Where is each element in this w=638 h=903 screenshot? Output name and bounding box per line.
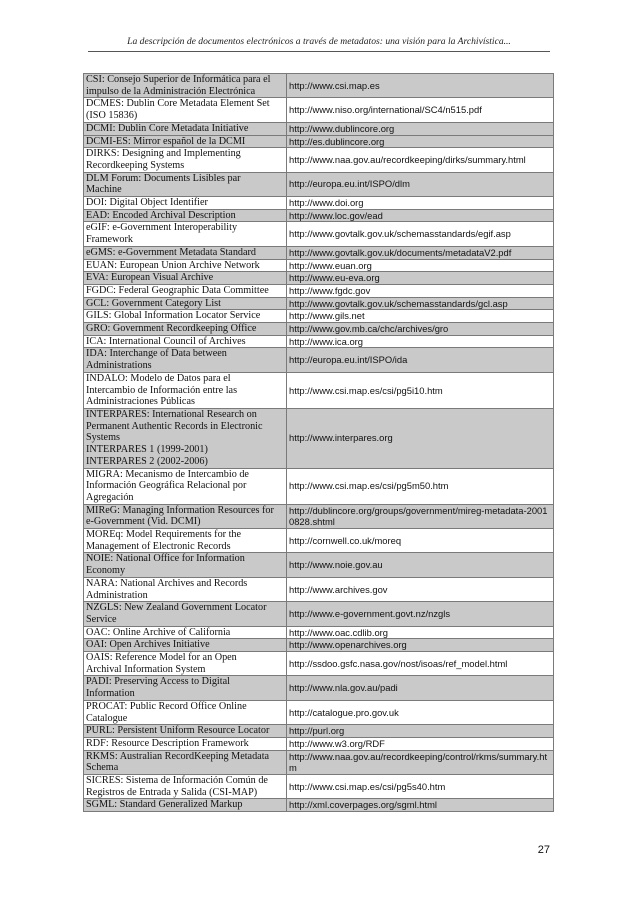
standard-url-link[interactable]: http://www.oac.cdlib.org — [287, 626, 554, 639]
standard-name-line: DCMI: Dublin Core Metadata Initiative — [86, 122, 249, 134]
standard-name-line: INTERPARES 2 (2002-2006) — [86, 455, 208, 467]
standard-url-link[interactable]: http://catalogue.pro.gov.uk — [287, 700, 554, 724]
table-row — [84, 122, 554, 135]
standard-url-link[interactable]: http://www.euan.org — [287, 259, 554, 272]
standard-name-line: Information — [86, 688, 135, 700]
standard-name-line: FGDC: Federal Geographic Data Committee — [86, 284, 269, 296]
table-row — [84, 750, 554, 774]
standard-name-line: Service — [86, 613, 117, 625]
standard-url-link[interactable]: http://www.csi.map.es/csi/pg5i10.htm — [287, 372, 554, 408]
table-row — [84, 529, 554, 553]
standard-name-line: PROCAT: Public Record Office Online — [86, 700, 247, 712]
table-row — [84, 504, 554, 528]
standard-url-link[interactable]: http://www.archives.gov — [287, 577, 554, 601]
table-row — [84, 148, 554, 172]
standard-name-cell — [84, 222, 287, 246]
standard-name-line: NARA: National Archives and Records — [86, 577, 248, 589]
standard-name-line: DOI: Digital Object Identifier — [86, 197, 208, 209]
standard-name-line: Catalogue — [86, 712, 128, 724]
table-row — [84, 348, 554, 372]
standard-name-cell — [84, 468, 287, 504]
standard-name-line: EVA: European Visual Archive — [86, 272, 214, 284]
standard-url-link[interactable]: http://www.openarchives.org — [287, 639, 554, 652]
standard-name-line: DCMES: Dublin Core Metadata Element Set — [86, 98, 270, 110]
table-row — [84, 297, 554, 310]
standard-name-cell — [84, 310, 287, 323]
table-row — [84, 700, 554, 724]
standard-name-cell — [84, 348, 287, 372]
standard-name-cell — [84, 135, 287, 148]
standard-name-line: RKMS: Australian RecordKeeping Metadata — [86, 750, 270, 762]
standard-name-line: OAI: Open Archives Initiative — [86, 639, 210, 651]
standard-url-link[interactable]: http://xml.coverpages.org/sgml.html — [287, 799, 554, 812]
standard-name-line: OAIS: Reference Model for an Open — [86, 652, 237, 664]
table-row — [84, 197, 554, 210]
standard-url-link[interactable]: http://www.csi.map.es — [287, 74, 554, 98]
standard-name-line: OAC: Online Archive of California — [86, 626, 231, 638]
table-row — [84, 74, 554, 98]
standard-name-cell — [84, 272, 287, 285]
standard-name-cell — [84, 284, 287, 297]
page-number: 27 — [537, 844, 550, 856]
table-row — [84, 639, 554, 652]
table-row — [84, 98, 554, 122]
standard-name-line: Permanent Authentic Records in Electronic — [86, 420, 263, 432]
standard-name-cell — [84, 504, 287, 528]
standard-url-link[interactable]: http://www.govtalk.gov.uk/schemasstandards/gcl.asp — [287, 297, 554, 310]
standard-name-cell — [84, 725, 287, 738]
table-row — [84, 284, 554, 297]
table-row — [84, 335, 554, 348]
standard-name-line: INTERPARES 1 (1999-2001) — [86, 444, 208, 456]
standard-name-line: Administraciones Públicas — [86, 396, 195, 408]
standard-name-cell — [84, 799, 287, 812]
standard-name-cell — [84, 652, 287, 676]
standard-url-link[interactable]: http://www.ica.org — [287, 335, 554, 348]
table-row — [84, 652, 554, 676]
standard-name-line: PURL: Persistent Uniform Resource Locator — [86, 725, 270, 737]
table-row — [84, 209, 554, 222]
standard-url-link[interactable]: http://www.govtalk.gov.uk/schemasstandards/egif.asp — [287, 222, 554, 246]
table-row — [84, 626, 554, 639]
table-row — [84, 725, 554, 738]
standard-name-cell — [84, 209, 287, 222]
standard-name-line: Management of Electronic Records — [86, 540, 231, 552]
standard-name-line: MIReG: Managing Information Resources for — [86, 504, 274, 516]
standards-table-body — [84, 74, 554, 812]
standard-name-line: MOREq: Model Requirements for the — [86, 529, 242, 541]
standard-name-line: Agregación — [86, 491, 134, 503]
standard-url-link[interactable]: http://www.e-government.govt.nz/nzgls — [287, 602, 554, 626]
standard-url-link[interactable]: http://www.gov.mb.ca/chc/archives/gro — [287, 323, 554, 336]
standard-name-line: Economy — [86, 565, 126, 577]
table-row — [84, 775, 554, 799]
standard-url-link[interactable]: http://www.doi.org — [287, 197, 554, 210]
standard-url-link[interactable]: http://europa.eu.int/ISPO/ida — [287, 348, 554, 372]
standard-name-line: Recordkeeping Systems — [86, 159, 185, 171]
table-row — [84, 259, 554, 272]
table-row — [84, 577, 554, 601]
standard-name-cell — [84, 626, 287, 639]
standard-url-link[interactable]: http://www.niso.org/international/SC4/n515.pdf — [287, 98, 554, 122]
standard-name-cell — [84, 737, 287, 750]
standard-url-link[interactable]: http://europa.eu.int/ISPO/dlm — [287, 172, 554, 196]
standard-name-line: (ISO 15836) — [86, 110, 138, 122]
standard-name-cell — [84, 172, 287, 196]
table-row — [84, 246, 554, 259]
standard-url-link[interactable]: http://dublincore.org/groups/government/mireg-metadata-20010828.shtml — [287, 504, 554, 528]
standard-name-line: NOIE: National Office for Information — [86, 553, 245, 565]
standard-url-link[interactable]: http://www.interpares.org — [287, 408, 554, 468]
standard-name-cell — [84, 246, 287, 259]
standard-name-line: DIRKS: Designing and Implementing — [86, 148, 241, 160]
standards-table — [83, 73, 554, 812]
standard-name-cell — [84, 553, 287, 577]
standard-name-cell — [84, 408, 287, 468]
standard-url-link[interactable]: http://www.noie.gov.au — [287, 553, 554, 577]
standard-name-line: Schema — [86, 762, 119, 774]
table-row — [84, 553, 554, 577]
standard-url-link[interactable]: http://www.naa.gov.au/recordkeeping/dirks/summary.html — [287, 148, 554, 172]
standard-name-line: impulso de la Administración Electrónica — [86, 85, 256, 97]
standard-name-cell — [84, 122, 287, 135]
table-row — [84, 602, 554, 626]
standard-name-line: SGML: Standard Generalized Markup — [86, 799, 243, 811]
standard-url-link[interactable]: http://cornwell.co.uk/moreq — [287, 529, 554, 553]
standard-name-cell — [84, 750, 287, 774]
standard-name-cell — [84, 700, 287, 724]
table-row — [84, 799, 554, 812]
standard-name-cell — [84, 323, 287, 336]
table-row — [84, 676, 554, 700]
standard-name-cell — [84, 529, 287, 553]
standard-url-link[interactable]: http://www.csi.map.es/csi/pg5m50.htm — [287, 468, 554, 504]
standard-name-line: Framework — [86, 234, 133, 246]
standard-url-link[interactable]: http://www.govtalk.gov.uk/documents/metadataV2.pdf — [287, 246, 554, 259]
standard-name-cell — [84, 577, 287, 601]
standard-name-cell — [84, 148, 287, 172]
table-row — [84, 172, 554, 196]
standard-name-line: ICA: International Council of Archives — [86, 335, 246, 347]
standard-url-link[interactable]: http://www.csi.map.es/csi/pg5s40.htm — [287, 775, 554, 799]
standard-url-link[interactable]: http://www.w3.org/RDF — [287, 737, 554, 750]
standard-url-link[interactable]: http://www.dublincore.org — [287, 122, 554, 135]
table-row — [84, 468, 554, 504]
standard-name-line: GILS: Global Information Locator Service — [86, 310, 261, 322]
standard-name-line: INTERPARES: International Research on — [86, 408, 257, 420]
standard-name-line: EUAN: European Union Archive Network — [86, 259, 260, 271]
table-row — [84, 737, 554, 750]
standard-name-line: Registros de Entrada y Salida (CSI-MAP) — [86, 786, 258, 798]
standard-name-cell — [84, 639, 287, 652]
running-header: La descripción de documentos electrónicos a través de metadatos: una visión para la Archivística... — [127, 36, 511, 47]
standard-name-cell — [84, 676, 287, 700]
standard-url-link[interactable]: http://www.nla.gov.au/padi — [287, 676, 554, 700]
standard-name-line: RDF: Resource Description Framework — [86, 737, 249, 749]
standard-url-link[interactable]: http://purl.org — [287, 725, 554, 738]
standard-name-line: SICRES: Sistema de Información Común de — [86, 775, 268, 787]
standard-name-cell — [84, 197, 287, 210]
standard-name-line: Systems — [86, 432, 120, 444]
standard-name-cell — [84, 98, 287, 122]
standard-name-line: MIGRA: Mecanismo de Intercambio de — [86, 468, 249, 480]
table-row — [84, 310, 554, 323]
standard-name-cell — [84, 372, 287, 408]
standard-name-line: GCL: Government Category List — [86, 297, 221, 309]
standard-name-line: DLM Forum: Documents Lisibles par — [86, 172, 241, 184]
standard-url-link[interactable]: http://ssdoo.gsfc.nasa.gov/nost/isoas/ref_model.html — [287, 652, 554, 676]
standard-url-link[interactable]: http://www.fgdc.gov — [287, 284, 554, 297]
standard-name-line: IDA: Interchange of Data between — [86, 348, 227, 360]
standard-name-line: eGIF: e-Government Interoperability — [86, 222, 238, 234]
standard-url-link[interactable]: http://www.naa.gov.au/recordkeeping/control/rkms/summary.htm — [287, 750, 554, 774]
standard-name-line: INDALO: Modelo de Datos para el — [86, 372, 231, 384]
standard-name-line: NZGLS: New Zealand Government Locator — [86, 602, 267, 614]
standard-name-cell — [84, 335, 287, 348]
standard-url-link[interactable]: http://www.eu-eva.org — [287, 272, 554, 285]
table-row — [84, 272, 554, 285]
standard-name-line: DCMI-ES: Mirror español de la DCMI — [86, 135, 246, 147]
standard-name-cell — [84, 74, 287, 98]
standard-name-line: Administrations — [86, 360, 152, 372]
standard-name-line: Intercambio de Información entre las — [86, 384, 238, 396]
standard-name-cell — [84, 259, 287, 272]
standard-url-link[interactable]: http://www.gils.net — [287, 310, 554, 323]
standard-name-line: CSI: Consejo Superior de Informática para el — [86, 74, 271, 85]
standard-url-link[interactable]: http://www.loc.gov/ead — [287, 209, 554, 222]
standard-name-line: Información Geográfica Relacional por — [86, 480, 247, 492]
standard-name-cell — [84, 602, 287, 626]
standard-name-cell — [84, 775, 287, 799]
table-row — [84, 372, 554, 408]
table-row — [84, 408, 554, 468]
standard-name-line: EAD: Encoded Archival Description — [86, 209, 236, 221]
standard-name-line: Archival Information System — [86, 663, 206, 675]
standard-name-line: e-Government (Vid. DCMI) — [86, 516, 201, 528]
table-row — [84, 222, 554, 246]
standard-name-cell — [84, 297, 287, 310]
standard-name-line: eGMS: e-Government Metadata Standard — [86, 246, 257, 258]
standard-name-line: Machine — [86, 184, 122, 196]
table-row — [84, 135, 554, 148]
table-row — [84, 323, 554, 336]
standard-name-line: Administration — [86, 589, 148, 601]
standard-name-line: PADI: Preserving Access to Digital — [86, 676, 230, 688]
header-rule — [88, 51, 550, 52]
standard-url-link[interactable]: http://es.dublincore.org — [287, 135, 554, 148]
standard-name-line: GRO: Government Recordkeeping Office — [86, 323, 257, 335]
